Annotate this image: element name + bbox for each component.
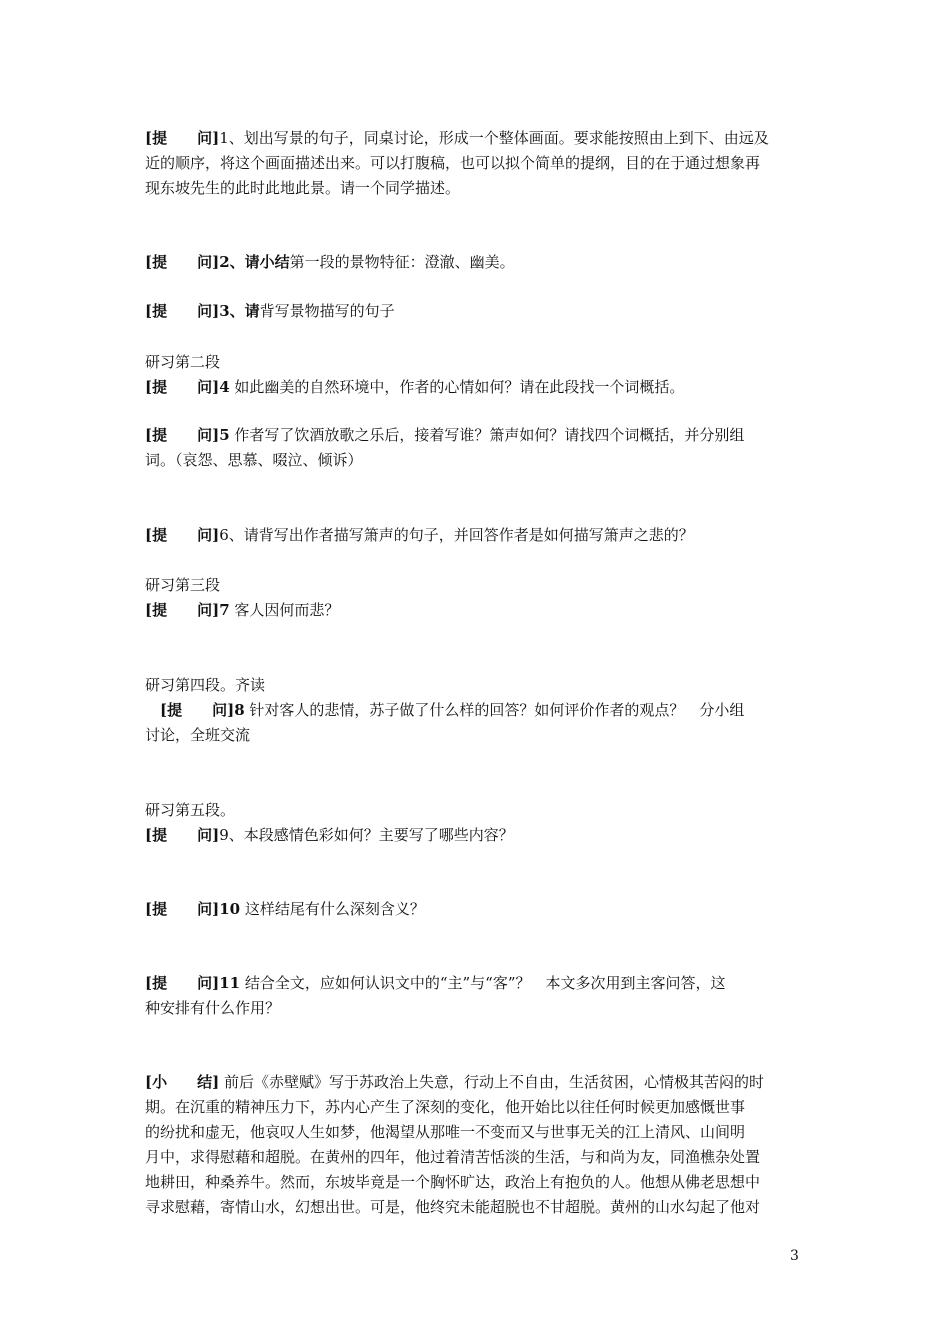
q1-line — [145, 153, 807, 173]
q1-line — [145, 178, 807, 198]
label-tag: [提 问] — [145, 826, 220, 844]
line-text: 前后《赤壁赋》写于苏政治上失意，行动上不自由，生活贫困，心情极其苦闷的时 — [219, 1073, 764, 1091]
s5-line — [145, 800, 807, 820]
line-text: 期。在沉重的精神压力下，苏内心产生了深刻的变化，他开始比以往任何时候更加感慨世事 — [145, 1098, 746, 1116]
label-tag: [提 问]5 — [145, 426, 230, 444]
line-text: 结合全文，应如何认识文中的“主”与“客”？ 本文多次用到主客问答，这 — [240, 974, 726, 992]
line-text: 1、划出写景的句子，同桌讨论，形成一个整体画面。要求能按照由上到下、由远及 — [219, 129, 769, 147]
line-text: 9、本段感情色彩如何？主要写了哪些内容？ — [219, 826, 514, 844]
line-text: 研习第二段 — [145, 353, 221, 371]
label-tag: [提 问]7 — [145, 601, 230, 619]
q10-line — [145, 899, 807, 919]
line-text: 研习第三段 — [145, 576, 221, 594]
q11-line — [145, 973, 807, 993]
label-tag: [小 结] — [145, 1073, 220, 1091]
line-text: 背写景物描写的句子 — [259, 302, 395, 320]
label-tag: [提 问] — [145, 129, 220, 147]
line-text: 第一段的景物特征：澄澈、幽美。 — [289, 253, 515, 271]
summary-line — [145, 1197, 807, 1217]
label-tag: [提 问]2、请小结 — [145, 253, 290, 271]
line-text: 研习第四段。齐读 — [145, 676, 266, 694]
line-text: 种安排有什么作用？ — [145, 999, 281, 1017]
line-text: 现东坡先生的此时此地此景。请一个同学描述。 — [145, 179, 461, 197]
line-text: 这样结尾有什么深刻含义？ — [240, 900, 425, 918]
line-text: 寻求慰藉，寄情山水，幻想出世。可是，他终究未能超脱也不甘超脱。黄州的山水勾起了他对 — [145, 1198, 761, 1216]
s4-line — [145, 725, 807, 745]
line-text: 地耕田，种桑养牛。然而，东坡毕竟是一个胸怀旷达，政治上有抱负的人。他想从佛老思想中 — [145, 1173, 761, 1191]
s2-line — [145, 377, 807, 397]
label-tag: [提 问] — [145, 526, 220, 544]
s4-line — [145, 700, 807, 720]
s3-line — [145, 600, 807, 620]
q1-line — [145, 128, 807, 148]
q5-line — [145, 425, 807, 445]
label-tag: [提 问]3、请 — [145, 302, 260, 320]
summary-line — [145, 1147, 807, 1167]
label-tag: [提 问]11 — [145, 974, 241, 992]
q2-line — [145, 252, 807, 272]
s3-line — [145, 575, 807, 595]
line-text: 针对客人的悲情，苏子做了什么样的回答？如何评价作者的观点？ 分小组 — [244, 701, 745, 719]
line-text: 研习第五段。 — [145, 801, 236, 819]
s5-line — [145, 825, 807, 845]
line-text: 月中，求得慰藉和超脱。在黄州的四年，他过着清苦恬淡的生活，与和尚为友，同渔樵杂处置 — [145, 1148, 761, 1166]
line-text: 客人因何而悲？ — [229, 601, 340, 619]
line-text: 6、请背写出作者描写箫声的句子，并回答作者是如何描写箫声之悲的？ — [219, 526, 694, 544]
page-number: 3 — [790, 1248, 799, 1264]
s4-line — [145, 675, 807, 695]
q6-line — [145, 525, 807, 545]
line-text: 讨论，全班交流 — [145, 726, 251, 744]
line-text: 的纷扰和虚无，他哀叹人生如梦，他渴望从那唯一不变而又与世事无关的江上清风、山间明 — [145, 1123, 746, 1141]
summary-line — [145, 1122, 807, 1142]
summary-line — [145, 1097, 807, 1117]
q5-line — [145, 450, 807, 470]
summary-line — [145, 1172, 807, 1192]
label-tag: [提 问]8 — [145, 701, 245, 719]
line-text: 词。（哀怨、思慕、啜泣、倾诉） — [145, 451, 363, 469]
q11-line — [145, 998, 807, 1018]
label-tag: [提 问]10 — [145, 900, 241, 918]
line-text: 如此幽美的自然环境中，作者的心情如何？请在此段找一个词概括。 — [229, 378, 685, 396]
line-text: 作者写了饮酒放歌之乐后，接着写谁？箫声如何？请找四个词概括，并分别组 — [229, 426, 745, 444]
s2-line — [145, 352, 807, 372]
label-tag: [提 问]4 — [145, 378, 230, 396]
line-text: 近的顺序，将这个画面描述出来。可以打腹稿，也可以拟个简单的提纲，目的在于通过想象再 — [145, 154, 761, 172]
q3-line — [145, 301, 807, 321]
summary-line — [145, 1072, 807, 1092]
